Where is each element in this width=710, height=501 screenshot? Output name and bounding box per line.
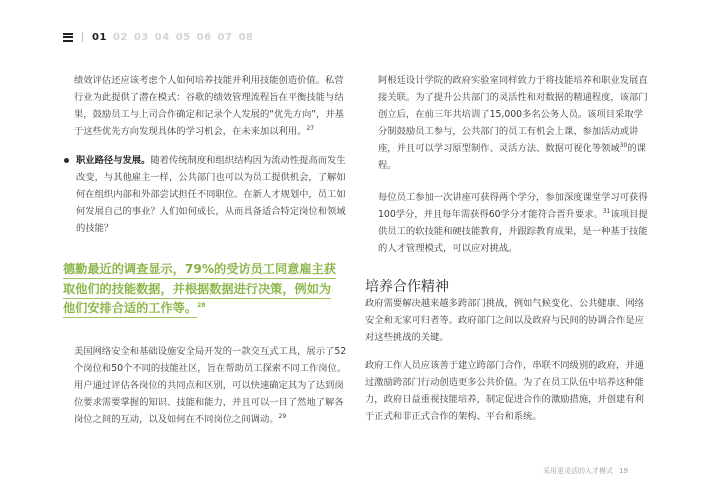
paragraph-text: 绩效评估还应该考虑个人如何培养技能并利用技能创造价值。私营行业为此提供了潜在模式：谷歌的绩效管理流程旨在平衡技能与结果，鼓励员工与上司合作确定和记录个人发展的“优先方向”，并基于这些优先方向发现具体的学习机会，在未来加以利用。 bbox=[74, 75, 344, 137]
pull-quote-text: 德勤最近的调查显示，79%的受访员工同意雇主获取他们的技能数据，并根据数据进行决策，例如为他们安排合适的工作等。 bbox=[63, 262, 336, 318]
paragraph-text: 每位员工参加一次讲座可获得两个学分，参加深度课堂学习可获得100学分，并且每年需获得60学分才能符合晋升要求。 bbox=[378, 192, 648, 220]
page-link[interactable]: 08 bbox=[238, 31, 254, 43]
paragraph-text: 美国网络安全和基础设施安全局开发的一款交互式工具，展示了52个岗位和50个不同的技能社区，旨在帮助员工探索不同工作岗位。用户通过评估各岗位的共同点和区别，可以快速确定其为了达到岗位要求需要掌握的知识、技能和能力，并且可以一目了然地了解各岗位之间的互动，以及如何在不同岗位之间调动。 bbox=[74, 346, 347, 425]
chapter-nav bbox=[63, 29, 253, 45]
bullet-career-paths bbox=[76, 152, 348, 237]
paragraph-text: 阿根廷设计学院的政府实验室同样致力于将技能培养和职业发展直接关联。为了提升公共部门的灵活性和对数据的精通程度，该部门创立后，在前三年共培训了15,000多名公务人员。该项目采取学分制鼓励员工参与，公共部门的员工有机会上课、参加活动或讲座，并且可以学习原型制作、灵活方法、数据可视化等领域 bbox=[378, 75, 648, 154]
right-paragraph-3 bbox=[365, 295, 653, 346]
bullet-text: 随着传统制度和组织结构因为流动性提高而发生改变，与其他雇主一样，公共部门也可以为员工提供机会，了解如何在组织内部和外部尝试担任不同职位。在新人才规划中，员工如何发展自己的事业？人们如何成长，从而具备适合特定岗位和领域的技能？ bbox=[76, 155, 346, 234]
footnote-ref[interactable]: 31 bbox=[602, 207, 611, 215]
footnote-ref[interactable]: 27 bbox=[306, 124, 315, 132]
page-link-current[interactable]: 01 bbox=[92, 31, 107, 43]
footnote-ref[interactable]: 28 bbox=[197, 301, 206, 309]
page-footer bbox=[543, 466, 628, 476]
nav-divider bbox=[82, 32, 83, 42]
page-link[interactable]: 05 bbox=[175, 31, 191, 43]
bullet-title: 职业路径与发展。 bbox=[76, 155, 151, 166]
footnote-ref[interactable]: 30 bbox=[619, 141, 628, 149]
page-link[interactable]: 04 bbox=[154, 31, 170, 43]
left-paragraph-2 bbox=[74, 343, 349, 428]
paragraph-text: 的课程。 bbox=[378, 143, 646, 171]
paragraph-text: 政府工作人员应该善于建立跨部门合作，串联不同级别的政府，并通过激励跨部门行动创造更多公共价值。为了在员工队伍中培养这种能力，政府日益重视技能培养，制定促进合作的激励措施，并创建有利于正式和非正式合作的架构、平台和系统。 bbox=[365, 360, 644, 422]
footer-title: 采用更灵活的人才模式 bbox=[543, 467, 613, 475]
paragraph-text: 该项目提供员工的软技能和硬技能教育，并跟踪教育成果，是一种基于技能的人才管理模式，可以应对挑战。 bbox=[378, 209, 648, 254]
page-link[interactable]: 06 bbox=[196, 31, 212, 43]
footnote-ref[interactable]: 29 bbox=[278, 412, 287, 420]
paragraph-text: 政府需要解决越来越多跨部门挑战，例如气候变化、公共健康、网络安全和无家可归者等。政府部门之间以及政府与民间的协调合作是应对这些挑战的关键。 bbox=[365, 298, 644, 343]
bullet-dot bbox=[64, 158, 69, 163]
page-link[interactable]: 03 bbox=[133, 31, 149, 43]
page-link[interactable]: 07 bbox=[217, 31, 233, 43]
right-paragraph-2 bbox=[378, 189, 650, 257]
section-heading: 培养合作精神 bbox=[365, 279, 449, 295]
right-paragraph-4 bbox=[365, 357, 653, 425]
page-link[interactable]: 02 bbox=[112, 31, 128, 43]
left-paragraph-1 bbox=[74, 72, 349, 140]
menu-icon[interactable] bbox=[63, 33, 73, 42]
right-paragraph-1 bbox=[378, 72, 650, 174]
page-number: 19 bbox=[619, 467, 628, 475]
pull-quote bbox=[63, 260, 341, 319]
